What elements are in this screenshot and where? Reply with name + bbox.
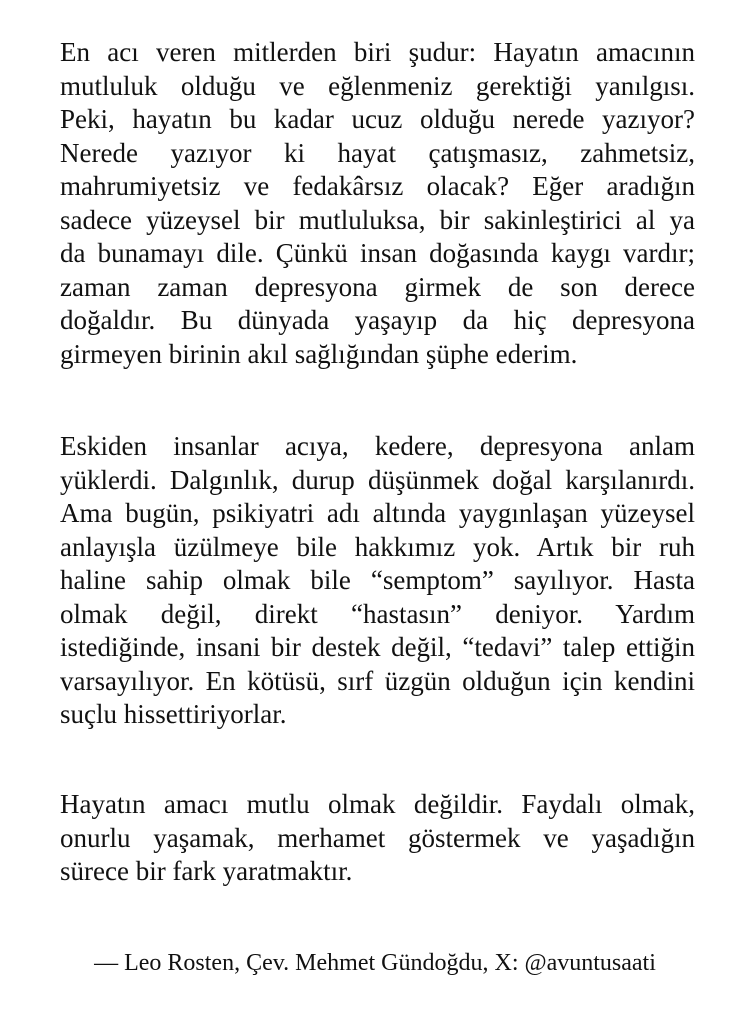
text-line: haline sahip olmak bile “semptom” sayılıyor. Hasta	[60, 565, 695, 595]
text-line: mutluluk olduğu ve eğlenmeniz gerektiği yanılgısı.	[60, 70, 695, 101]
text-line: Nerede yazıyor ki hayat çatışmasız, zahmetsiz,	[60, 137, 695, 168]
text-line: mahrumiyetsiz ve fedakârsız olacak? Eğer aradığın	[60, 171, 695, 201]
text-line: Eskiden insanlar acıya, kedere, depresyona anlam	[60, 431, 695, 461]
text-line: anlayışla üzülmeye bile hakkımız yok. Artık bir ruh	[60, 531, 695, 562]
text-line: istediğinde, insani bir destek değil, “tedavi” talep ettiğin	[60, 632, 695, 662]
text-line: sürece bir fark yaratmaktır.	[60, 856, 353, 886]
text-line: doğaldır. Bu dünyada yaşayıp da hiç depresyona	[60, 305, 695, 335]
text-line: Ama bugün, psikiyatri adı altında yaygınlaşan yüzeysel	[60, 498, 695, 528]
text-line: girmeyen birinin akıl sağlığından şüphe ederim.	[60, 338, 578, 369]
paragraph-2	[60, 430, 695, 732]
text-line: yüklerdi. Dalgınlık, durup düşünmek doğal karşılanırdı.	[60, 464, 695, 495]
attribution: — Leo Rosten, Çev. Mehmet Gündoğdu, X: @avuntusaati	[94, 950, 656, 976]
text-line: varsayılıyor. En kötüsü, sırf üzgün olduğun için kendini	[60, 665, 695, 696]
text-line: onurlu yaşamak, merhamet göstermek ve yaşadığın	[60, 822, 695, 853]
text-line: sadece yüzeysel bir mutluluksa, bir sakinleştirici al ya	[60, 204, 695, 235]
text-line: suçlu hissettiriyorlar.	[60, 699, 287, 729]
paragraph-1	[60, 36, 695, 371]
paragraph-3	[60, 788, 695, 889]
text-line: olmak değil, direkt “hastasın” deniyor. Yardım	[60, 598, 695, 629]
text-line: Hayatın amacı mutlu olmak değildir. Faydalı olmak,	[60, 789, 695, 819]
text-line: Peki, hayatın bu kadar ucuz olduğu nerede yazıyor?	[60, 104, 695, 134]
text-line: da bunamayı dile. Çünkü insan doğasında kaygı vardır;	[60, 238, 695, 268]
text-line: En acı veren mitlerden biri şudur: Hayatın amacının	[60, 37, 695, 67]
text-line: zaman zaman depresyona girmek de son derece	[60, 271, 695, 302]
